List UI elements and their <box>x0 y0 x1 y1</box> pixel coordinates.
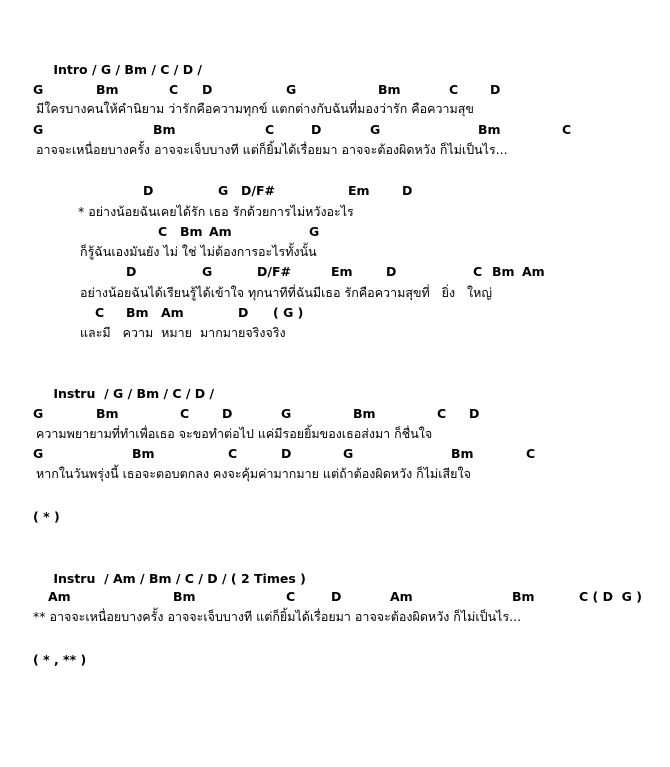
outro-chord-line <box>0 587 670 607</box>
chord: G <box>309 224 320 239</box>
chord: D/F# <box>257 264 291 279</box>
chord: D <box>126 264 137 279</box>
chord: G <box>33 122 44 137</box>
chorus-lyric-line-4: และมี ความ หมาย มากมายจริงจริง <box>80 325 286 340</box>
chorus-chord-line-4 <box>0 303 670 323</box>
chord: D <box>222 406 233 421</box>
chord: C <box>265 122 275 137</box>
chord: Em <box>348 183 370 198</box>
chorus-chord-line-2 <box>0 222 670 242</box>
chorus-chord-line-1 <box>0 181 670 201</box>
verse1-chord-line-2 <box>0 120 670 140</box>
chord: D <box>202 82 213 97</box>
chord: C <box>95 305 105 320</box>
chord: C <box>158 224 168 239</box>
verse2-lyric-line-2: หากในวันพรุ่งนี้ เธอจะตอบตกลง คงจะคุ้มค่ามากมาย แต่ถ้าต้องผิดหวัง ก็ไม่เสียใจ <box>36 466 471 481</box>
chord: G <box>281 406 292 421</box>
instru-sequence: / G / Bm / C / D / <box>104 386 215 401</box>
intro-line <box>33 39 202 77</box>
intro-sequence: / G / Bm / C / D / <box>91 62 202 77</box>
instru-line-1 <box>33 363 215 401</box>
chord: Am <box>48 589 71 604</box>
chord: C <box>562 122 572 137</box>
chord: D <box>281 446 292 461</box>
chord: D/F# <box>241 183 275 198</box>
chord: D <box>143 183 154 198</box>
chord: G <box>33 406 44 421</box>
chord: G <box>218 183 229 198</box>
chorus-chord-line-3 <box>0 262 670 282</box>
chord: C <box>473 264 483 279</box>
chord: Am <box>161 305 184 320</box>
chord: G <box>370 122 381 137</box>
verse2-chord-line-2 <box>0 444 670 464</box>
chord: Bm <box>451 446 474 461</box>
chord: Bm <box>96 82 119 97</box>
chord: Em <box>331 264 353 279</box>
chord: Bm <box>132 446 155 461</box>
chord: G <box>33 446 44 461</box>
verse1-lyric-line-1: มีใครบางคนให้คำนิยาม ว่ารักคือความทุกข์ แตกต่างกับฉันที่มองว่ารัก คือความสุข <box>36 101 474 116</box>
chord: Bm <box>512 589 535 604</box>
verse1-chord-line-1 <box>0 80 670 100</box>
intro-label: Intro <box>53 62 88 77</box>
instru-line-2 <box>33 548 306 586</box>
chord: Bm <box>126 305 149 320</box>
instru-label: Instru <box>53 386 96 401</box>
chord: D <box>331 589 342 604</box>
chord: G <box>343 446 354 461</box>
chord: Bm <box>153 122 176 137</box>
chord: G <box>33 82 44 97</box>
chorus-lyric-line-2: ก็รู้ฉันเองมันยัง ไม่ ใช่ ไม่ต้องการอะไรทั้งนั้น <box>80 244 317 259</box>
verse2-chord-line-1 <box>0 404 670 424</box>
instru-sequence: / Am / Bm / C / D / ( 2 Times ) <box>104 571 306 586</box>
chord: C ( D G ) <box>579 589 642 604</box>
chord: C <box>228 446 238 461</box>
chord: Bm <box>492 264 515 279</box>
verse1-lyric-line-2: อาจจะเหนื่อยบางครั้ง อาจจะเจ็บบางที แต่ก็ยิ้มได้เรื่อยมา อาจจะต้องผิดหวัง ก็ไม่เป็นไร... <box>36 142 508 157</box>
outro-lyric-line: ** อาจจะเหนื่อยบางครั้ง อาจจะเจ็บบางที แต่ก็ยิ้มได้เรื่อยมา อาจจะต้องผิดหวัง ก็ไม่เป็นไร... <box>33 609 522 624</box>
chord: D <box>311 122 322 137</box>
chord: Bm <box>173 589 196 604</box>
verse2-lyric-line-1: ความพยายามที่ทำเพื่อเธอ จะขอทำต่อไป แค่มีรอยยิ้มของเธอส่งมา ก็ชื่นใจ <box>36 426 433 441</box>
chord: D <box>469 406 480 421</box>
chord: C <box>286 589 296 604</box>
chord: Bm <box>353 406 376 421</box>
instru-label: Instru <box>53 571 96 586</box>
chord: Bm <box>180 224 203 239</box>
chord: C <box>180 406 190 421</box>
chorus-lyric-line-3: อย่างน้อยฉันได้เรียนรู้ได้เข้าใจ ทุกนาทีที่ฉันมีเธอ รักคือความสุขที่ ยิ่ง ใหญ่ <box>80 285 493 300</box>
chord: C <box>169 82 179 97</box>
chorus-lyric-line-1: * อย่างน้อยฉันเคยได้รัก เธอ รักด้วยการไม่หวังอะไร <box>78 204 354 219</box>
chord: D <box>386 264 397 279</box>
chord: D <box>402 183 413 198</box>
repeat-all-marker: ( * , ** ) <box>33 652 87 667</box>
chord: G <box>202 264 213 279</box>
chord: D <box>238 305 249 320</box>
chord: G <box>286 82 297 97</box>
chord: Bm <box>378 82 401 97</box>
chord: Am <box>522 264 545 279</box>
chord: Bm <box>96 406 119 421</box>
chord: Bm <box>478 122 501 137</box>
repeat-chorus-marker: ( * ) <box>33 509 60 524</box>
chord: C <box>526 446 536 461</box>
chord: C <box>449 82 459 97</box>
chord: C <box>437 406 447 421</box>
chord: Am <box>390 589 413 604</box>
chord: D <box>490 82 501 97</box>
chord: Am <box>209 224 232 239</box>
chord: ( G ) <box>273 305 304 320</box>
